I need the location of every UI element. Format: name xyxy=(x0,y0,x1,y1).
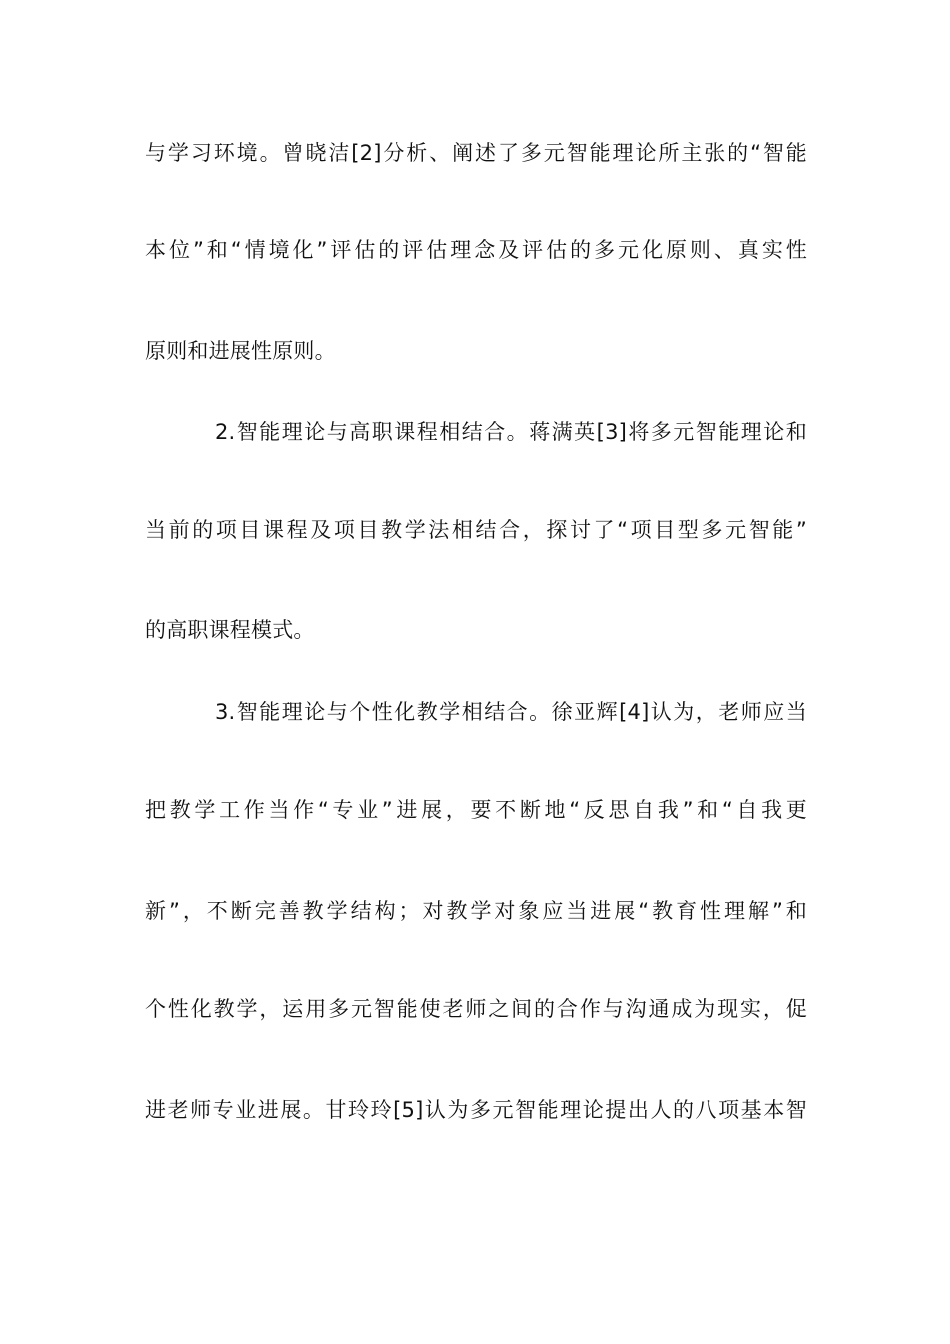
text-line: 原则和进展性原则。 xyxy=(145,339,336,363)
paragraph-first-line: 2.智能理论与高职课程相结合。蒋满英[3]将多元智能理论和 xyxy=(215,420,807,444)
text-line: 新”，不断完善教学结构；对教学对象应当进展“教育性理解”和 xyxy=(145,899,807,923)
text-line: 个性化教学，运用多元智能使老师之间的合作与沟通成为现实，促 xyxy=(145,997,807,1021)
paragraph-first-line: 3.智能理论与个性化教学相结合。徐亚辉[4]认为，老师应当 xyxy=(215,700,807,724)
text-line: 进老师专业进展。甘玲玲[5]认为多元智能理论提出人的八项基本智 xyxy=(145,1098,807,1122)
text-line: 当前的项目课程及项目教学法相结合，探讨了“项目型多元智能” xyxy=(145,518,807,542)
text-line: 本位”和“情境化”评估的评估理念及评估的多元化原则、真实性 xyxy=(145,238,807,262)
text-line: 把教学工作当作“专业”进展，要不断地“反思自我”和“自我更 xyxy=(145,798,807,822)
text-line: 与学习环境。曾晓洁[2]分析、阐述了多元智能理论所主张的“智能 xyxy=(145,141,807,165)
text-line: 的高职课程模式。 xyxy=(145,618,315,642)
